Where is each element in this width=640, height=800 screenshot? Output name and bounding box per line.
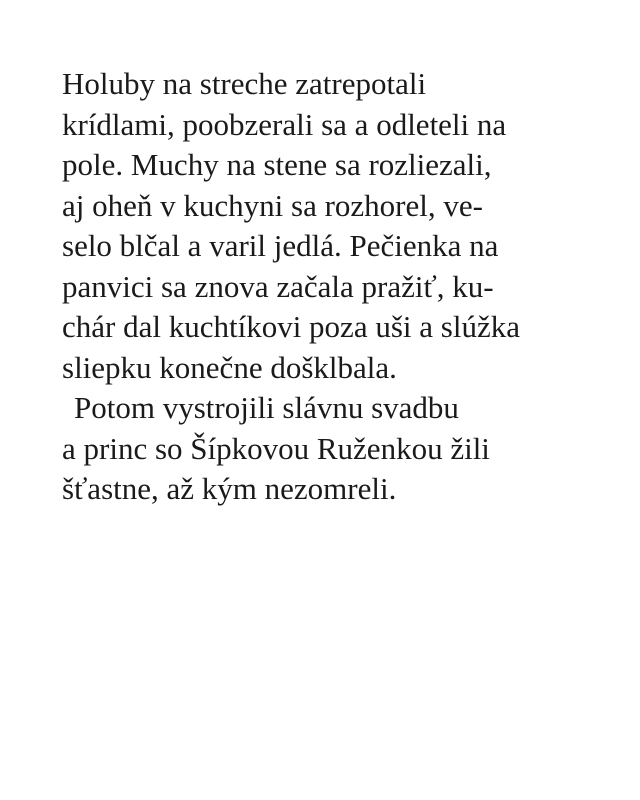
paragraph-1 <box>62 64 582 388</box>
text-line: pole. Muchy na stene sa rozliezali, <box>62 147 492 182</box>
text-line: šťastne, až kým nezomreli. <box>62 471 397 506</box>
text-line: selo blčal a varil jedlá. Pečienka na <box>62 228 499 263</box>
paragraph-2 <box>62 388 582 510</box>
text-line: Potom vystrojili slávnu svadbu <box>74 390 459 425</box>
story-text <box>62 64 582 510</box>
text-line: chár dal kuchtíkovi poza uši a slúžka <box>62 309 520 344</box>
text-line: krídlami, poobzerali sa a odleteli na <box>62 106 507 142</box>
text-line: a princ so Šípkovou Ruženkou žili <box>62 430 490 466</box>
text-line: sliepku konečne došklbala. <box>62 349 397 385</box>
text-line: aj oheň v kuchyni sa rozhorel, ve- <box>62 187 483 223</box>
text-line: Holuby na streche zatrepotali <box>62 66 427 101</box>
text-line: panvici sa znova začala pražiť, ku- <box>62 268 494 304</box>
